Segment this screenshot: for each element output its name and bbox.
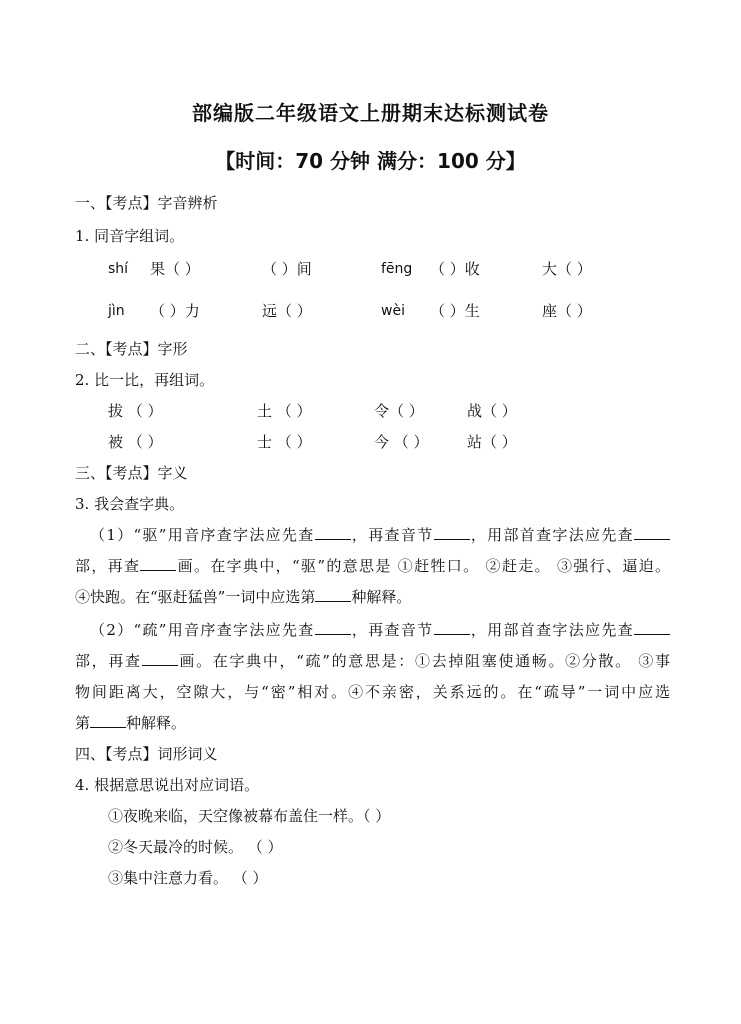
- section-heading-1: 一、【考点】字音辨析: [75, 194, 218, 212]
- pinyin-wei: wèi: [381, 303, 405, 319]
- q2-blank: 站（ ）: [467, 433, 517, 451]
- pinyin-jin: jìn: [108, 303, 125, 319]
- q2-blank: 拔 （ ）: [108, 402, 163, 420]
- pinyin-feng: fēng: [381, 261, 413, 277]
- question-2-prompt: 2. 比一比，再组词。: [75, 371, 215, 389]
- q2-blank: 土 （ ）: [257, 402, 312, 420]
- q2-blank: 令（ ）: [374, 402, 424, 420]
- q3-part1-line2: 部，再查 画。在字典中，“驱”的意思是 ①赶牲口。 ②赶走。 ③强行、逼迫。: [75, 557, 670, 575]
- q1-blank: 果（ ）: [150, 260, 200, 278]
- q4-item-2: ②冬天最冷的时候。 （ ）: [108, 838, 283, 856]
- q3-part2-line3: 物间距离大，空隙大，与“密”相对。④不亲密，关系远的。在“疏导”一词中应选: [75, 683, 670, 701]
- q3-part1-line3: ④快跑。在“驱赶猛兽”一词中应选第 种解释。: [75, 588, 412, 606]
- pinyin-shi: shí: [108, 261, 129, 277]
- q4-item-3: ③集中注意力看。 （ ）: [108, 869, 268, 887]
- q3-part2-line1: （2）“疏”用音序查字法应先查 ，再查音节 ，用部首查字法应先查: [90, 620, 670, 640]
- q1-blank: （ ）生: [430, 302, 480, 320]
- question-4-prompt: 4. 根据意思说出对应词语。: [75, 776, 260, 794]
- q1-blank: 大（ ）: [542, 260, 592, 278]
- section-heading-4: 四、【考点】词形词义: [75, 745, 218, 763]
- q1-blank: （ ）收: [430, 260, 480, 278]
- section-heading-2: 二、【考点】字形: [75, 340, 188, 358]
- q1-blank: 座（ ）: [542, 302, 592, 320]
- q2-blank: 士 （ ）: [257, 433, 312, 451]
- exam-info: 【时间：70 分钟 满分：100 分】: [215, 149, 526, 173]
- q2-blank: 今 （ ）: [374, 433, 429, 451]
- section-heading-3: 三、【考点】字义: [75, 464, 188, 482]
- q3-part1-line1: （1）“驱”用音序查字法应先查 ，再查音节 ，用部首查字法应先查: [90, 525, 670, 545]
- q2-blank: 战（ ）: [467, 402, 517, 420]
- q2-blank: 被 （ ）: [108, 433, 163, 451]
- q1-blank: 远（ ）: [262, 302, 312, 320]
- q1-blank: （ ）间: [262, 260, 312, 278]
- q1-blank: （ ）力: [150, 302, 200, 320]
- q3-part2-line4: 第 种解释。: [75, 714, 187, 732]
- q4-item-1: ①夜晚来临，天空像被幕布盖住一样。（ ）: [108, 807, 391, 825]
- question-1-prompt: 1. 同音字组词。: [75, 227, 185, 245]
- q3-part2-line2: 部，再查 画。在字典中，“疏”的意思是：①去掉阻塞使通畅。②分散。 ③事: [75, 652, 670, 670]
- page-title: 部编版二年级语文上册期末达标测试卷: [192, 101, 549, 125]
- question-3-prompt: 3. 我会查字典。: [75, 495, 185, 513]
